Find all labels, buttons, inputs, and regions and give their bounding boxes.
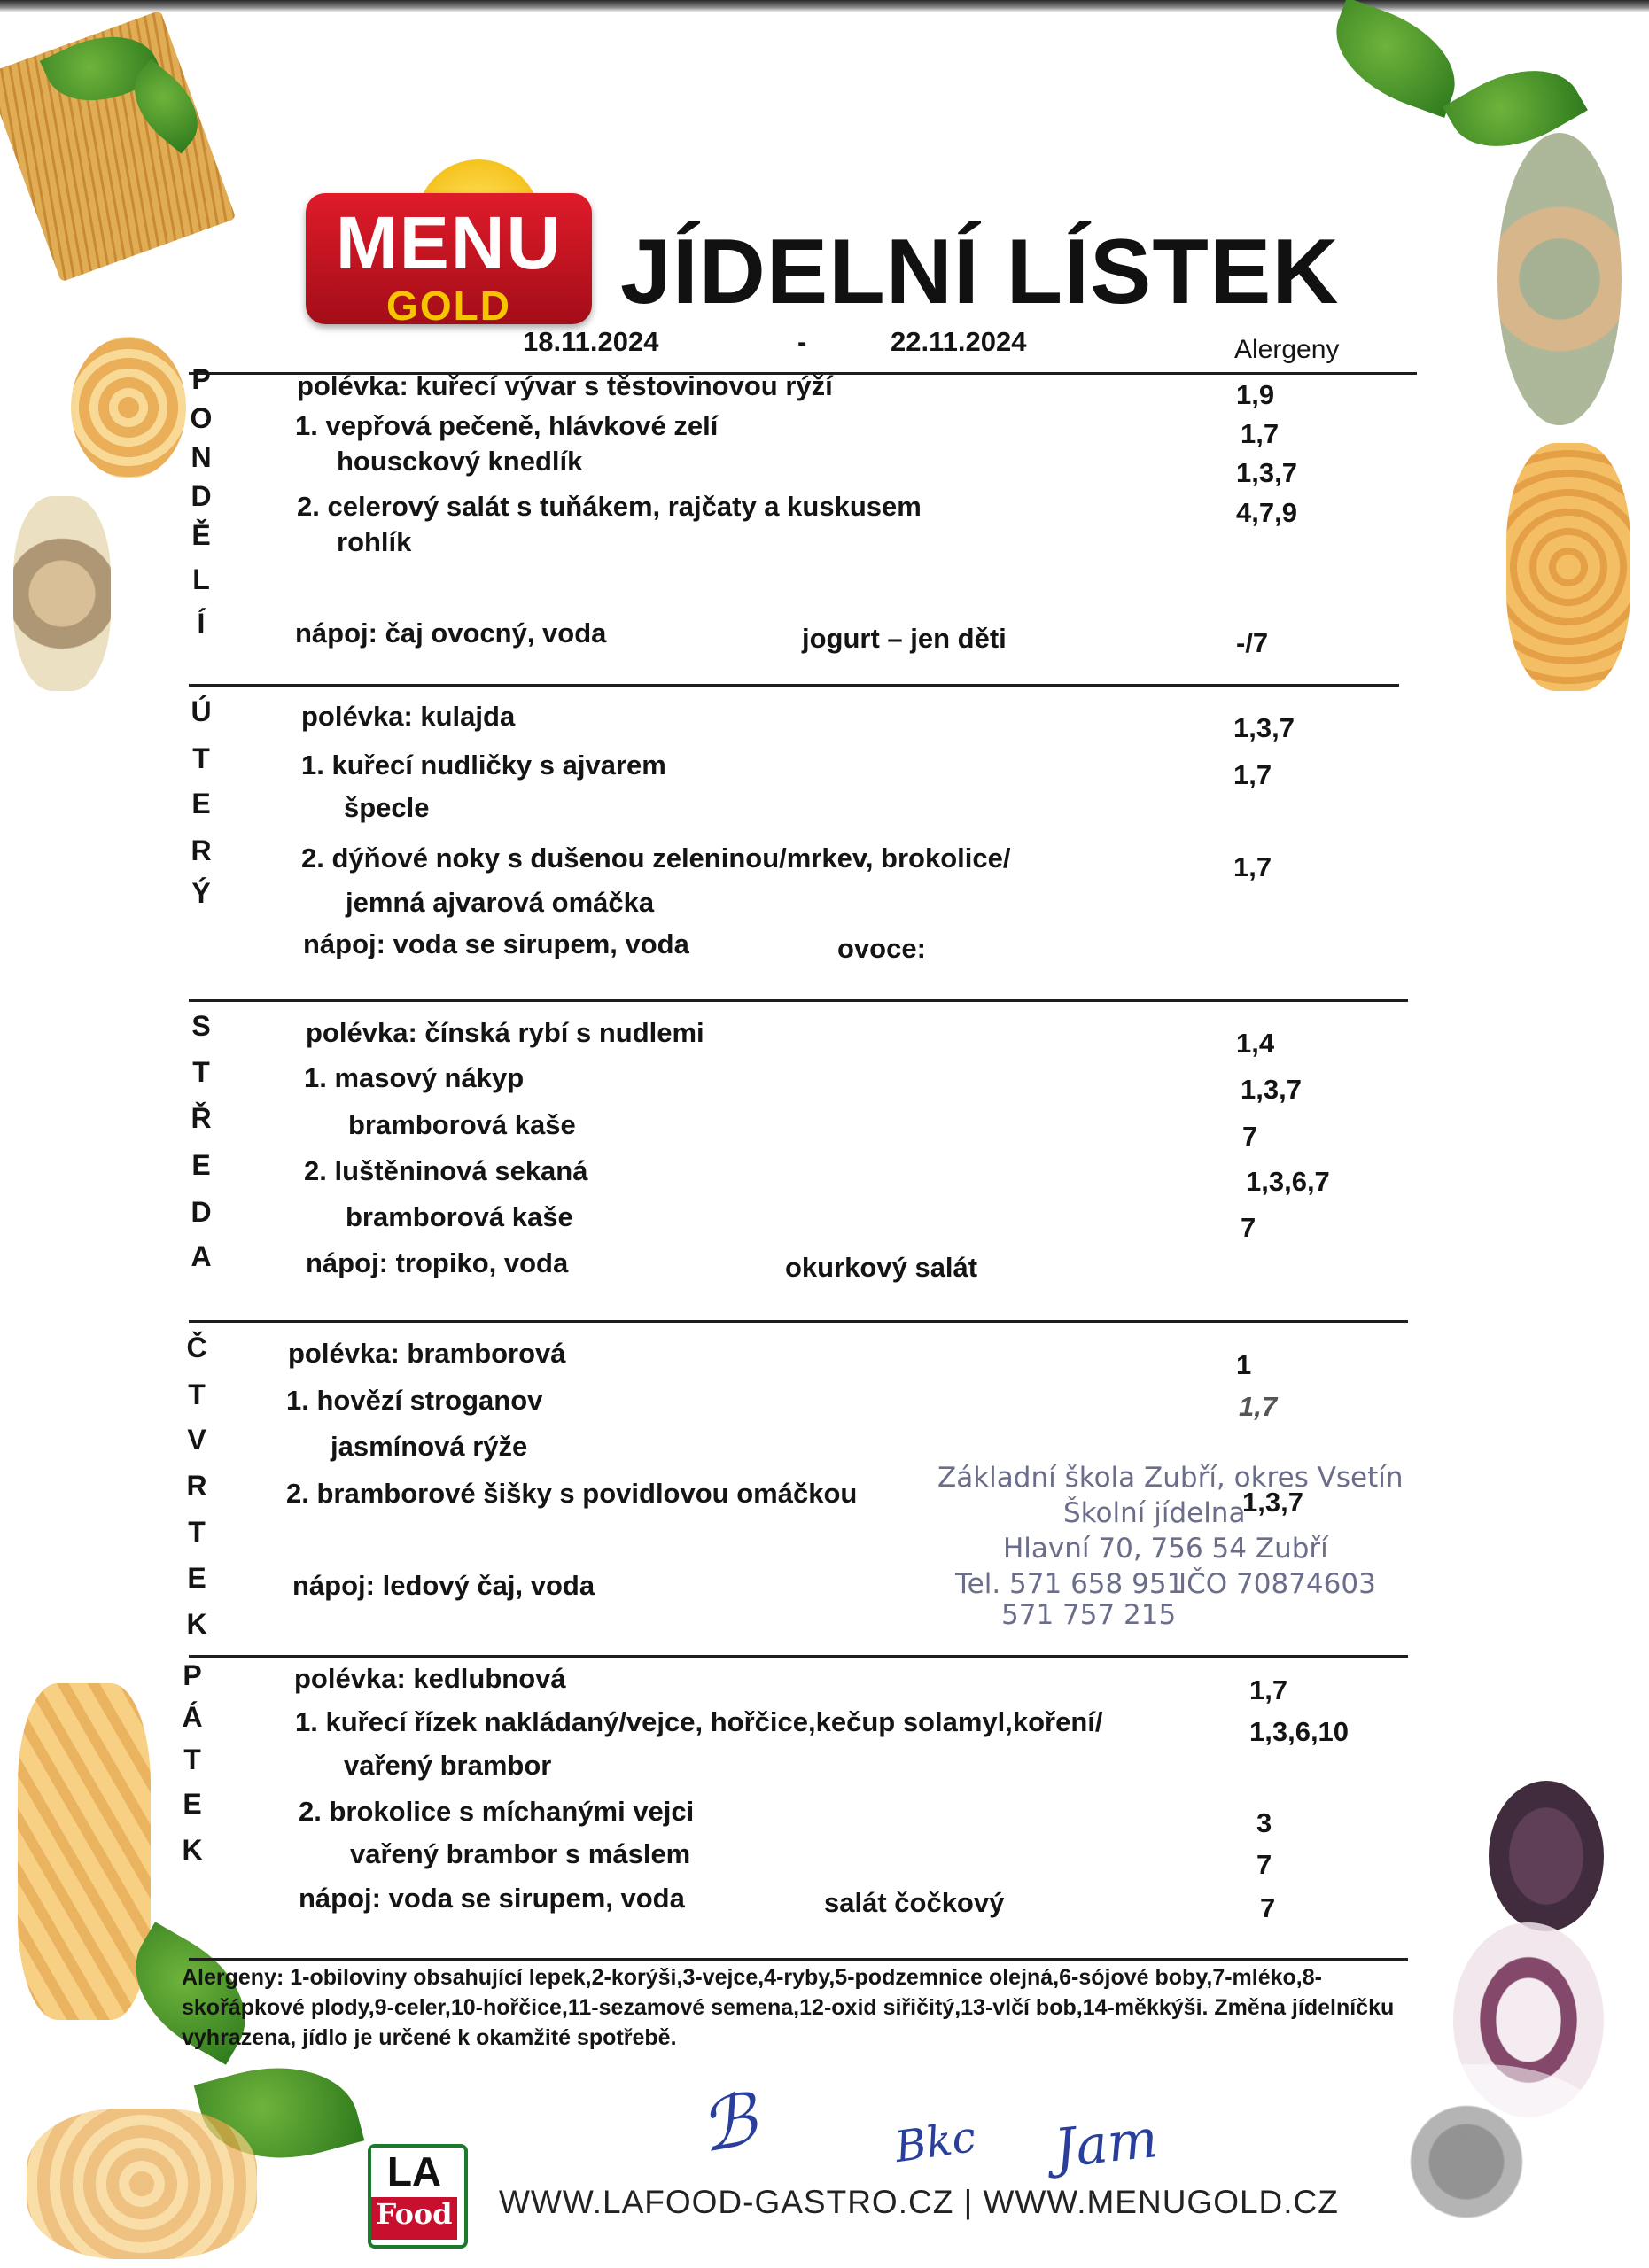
extra-item: jogurt – jen děti [802, 623, 1007, 654]
menu-row: 1. kuřecí řízek nakládaný/vejce, hořčice,kečup solamyl,koření/ [295, 1706, 1103, 1737]
allergen-codes: 1,3,7 [1242, 1487, 1303, 1518]
allergen-codes: 7 [1260, 1892, 1276, 1923]
day-letter: D [191, 480, 212, 512]
day-letter: T [188, 1516, 206, 1548]
pasta-shells-decoration [1506, 443, 1630, 691]
menu-row: housckový knedlík [337, 446, 583, 477]
allergen-codes: 7 [1241, 1212, 1256, 1243]
menu-row: vařený brambor [344, 1750, 552, 1781]
menu-row: 1. masový nákyp [304, 1062, 525, 1093]
menu-row: polévka: kuřecí vývar s těstovinovou rýží [297, 370, 833, 401]
menu-row: bramborová kaše [346, 1201, 573, 1232]
day-letter: E [191, 788, 211, 819]
menu-row: polévka: čínská rybí s nudlemi [306, 1017, 704, 1048]
lentils-decoration [1497, 133, 1622, 425]
stamp-line: 571 757 215 [1001, 1599, 1177, 1631]
logo-menu-text: MENU [335, 201, 563, 284]
menu-row: 1. vepřová pečeně, hlávkové zelí [295, 410, 719, 441]
menu-row: 2. dýňové noky s dušenou zeleninou/mrkev, brokolice/ [301, 843, 1011, 874]
day-letter: E [183, 1788, 202, 1820]
menu-row: špecle [344, 792, 430, 823]
page-title: JÍDELNÍ LÍSTEK [620, 221, 1340, 323]
la-food-logo-text: LA [371, 2148, 457, 2197]
menu-row: polévka: kedlubnová [294, 1663, 566, 1694]
date-separator: - [797, 326, 807, 357]
stamp-line: Školní jídelna [1063, 1497, 1246, 1529]
day-letter: S [191, 1010, 211, 1042]
section-divider [189, 1958, 1408, 1961]
day-letter: T [188, 1379, 206, 1410]
day-letter: L [192, 563, 210, 595]
allergen-codes: 1,7 [1241, 418, 1280, 449]
websites-footer: WWW.LAFOOD-GASTRO.CZ | WWW.MENUGOLD.CZ [499, 2184, 1339, 2220]
extra-item: ovoce: [837, 933, 926, 964]
menu-row: 2. brokolice s míchanými vejci [299, 1796, 695, 1827]
allergen-codes: 1,4 [1236, 1028, 1275, 1059]
allergen-codes: 7 [1242, 1121, 1258, 1152]
date-from: 18.11.2024 [523, 326, 659, 357]
allergens-column-header: Alergeny [1234, 335, 1340, 364]
day-letter: P [191, 363, 211, 395]
signature: Jam [1051, 2108, 1162, 2180]
menu-row: rohlík [337, 526, 412, 557]
menu-row: vařený brambor s máslem [350, 1838, 691, 1869]
stamp-line: IČO 70874603 [1178, 1568, 1376, 1600]
section-divider [189, 999, 1408, 1002]
allergen-codes: -/7 [1236, 627, 1269, 658]
allergen-codes: 1,7 [1239, 1391, 1278, 1422]
allergen-codes: 7 [1256, 1849, 1272, 1880]
la-food-logo-text: Food [371, 2197, 457, 2240]
day-letter: E [191, 1149, 211, 1181]
drink-row: nápoj: čaj ovocný, voda [295, 617, 607, 649]
day-letter: V [187, 1424, 206, 1456]
stamp-line: Hlavní 70, 756 54 Zubří [1003, 1533, 1328, 1565]
day-letter: T [192, 1056, 210, 1088]
day-letter: R [186, 1470, 207, 1502]
menu-row: polévka: kulajda [301, 701, 516, 732]
allergen-codes: 1,9 [1236, 379, 1275, 410]
logo-gold-text: GOLD [386, 283, 511, 329]
day-letter: Ř [191, 1102, 212, 1134]
menu-row: 2. celerový salát s tuňákem, rajčaty a kuskusem [297, 491, 922, 522]
signature: ℬ [693, 2078, 763, 2169]
allergen-codes: 1 [1236, 1349, 1252, 1380]
day-letter: N [191, 441, 212, 473]
day-letter: K [182, 1834, 203, 1866]
macaroni-decoration [27, 2109, 257, 2259]
menu-row: jemná ajvarová omáčka [346, 887, 655, 918]
day-letter: Ě [191, 519, 211, 551]
beans-decoration [1489, 1781, 1604, 1931]
section-divider [189, 1655, 1408, 1658]
drink-row: nápoj: voda se sirupem, voda [299, 1883, 685, 1914]
day-letter: Ý [191, 877, 211, 909]
farfalle-decoration [18, 1683, 151, 2020]
day-letter: Ú [191, 695, 212, 727]
allergen-codes: 1,7 [1233, 759, 1272, 790]
signature: Bkc [891, 2111, 979, 2173]
allergen-codes: 4,7,9 [1236, 497, 1297, 528]
menu-row: 1. kuřecí nudličky s ajvarem [301, 750, 666, 781]
day-letter: A [191, 1240, 212, 1272]
drink-row: nápoj: ledový čaj, voda [292, 1570, 595, 1601]
allergen-codes: 1,7 [1233, 851, 1272, 882]
day-letter: T [192, 742, 210, 774]
allergen-codes: 1,3,6,10 [1249, 1716, 1350, 1747]
section-divider [189, 684, 1399, 687]
day-letter: E [187, 1562, 206, 1594]
day-letter: D [191, 1196, 212, 1228]
allergen-codes: 1,3,7 [1233, 712, 1295, 743]
extra-item: salát čočkový [824, 1887, 1005, 1918]
stamp-line: Tel. 571 658 951 [955, 1568, 1185, 1600]
menu-row: polévka: bramborová [288, 1338, 566, 1369]
legumes-decoration [13, 496, 111, 691]
allergen-legend: Alergeny: 1-obiloviny obsahující lepek,2-korýši,3-vejce,4-ryby,5-podzemnice olejná,6-sójové boby,7-mléko,8-skořápkové plody,9-celer,10-hořčice,11-sezamové semena,12-oxid siřičitý,13-vlčí bob,14-měkkýši. Změna jídelníčku vyhrazena, jídlo je určené k okamžité spotřebě. [182, 1965, 1395, 2050]
day-letter: Č [186, 1332, 207, 1363]
day-letter: K [186, 1608, 207, 1640]
day-letter: R [191, 835, 212, 866]
day-letter: T [183, 1744, 201, 1775]
allergen-codes: 3 [1256, 1807, 1272, 1838]
date-to: 22.11.2024 [891, 326, 1027, 357]
allergen-codes: 1,3,7 [1236, 457, 1297, 488]
menu-row: 2. bramborové šišky s povidlovou omáčkou [286, 1478, 858, 1509]
basil-leaf-decoration [1319, 0, 1472, 118]
menu-row: bramborová kaše [348, 1109, 576, 1140]
wheel-pasta-decoration [71, 337, 186, 478]
allergen-codes: 1,7 [1249, 1674, 1288, 1705]
scan-edge [0, 0, 1649, 12]
menu-row: 1. hovězí stroganov [286, 1385, 543, 1416]
day-letter: Á [182, 1701, 203, 1733]
allergen-codes: 1,3,7 [1241, 1074, 1302, 1105]
drink-row: nápoj: voda se sirupem, voda [303, 928, 689, 959]
extra-item: okurkový salát [785, 1252, 978, 1283]
peppercorns-decoration [1311, 2064, 1622, 2259]
day-letter: O [190, 402, 213, 434]
stamp-line: Základní škola Zubří, okres Vsetín [937, 1462, 1404, 1494]
drink-row: nápoj: tropiko, voda [306, 1247, 569, 1278]
menu-row: 2. luštěninová sekaná [304, 1155, 588, 1186]
menu-row: jasmínová rýže [331, 1431, 528, 1462]
section-divider [189, 1320, 1408, 1323]
day-letter: P [183, 1659, 202, 1691]
allergen-codes: 1,3,6,7 [1246, 1166, 1330, 1197]
day-letter: Í [197, 608, 206, 640]
